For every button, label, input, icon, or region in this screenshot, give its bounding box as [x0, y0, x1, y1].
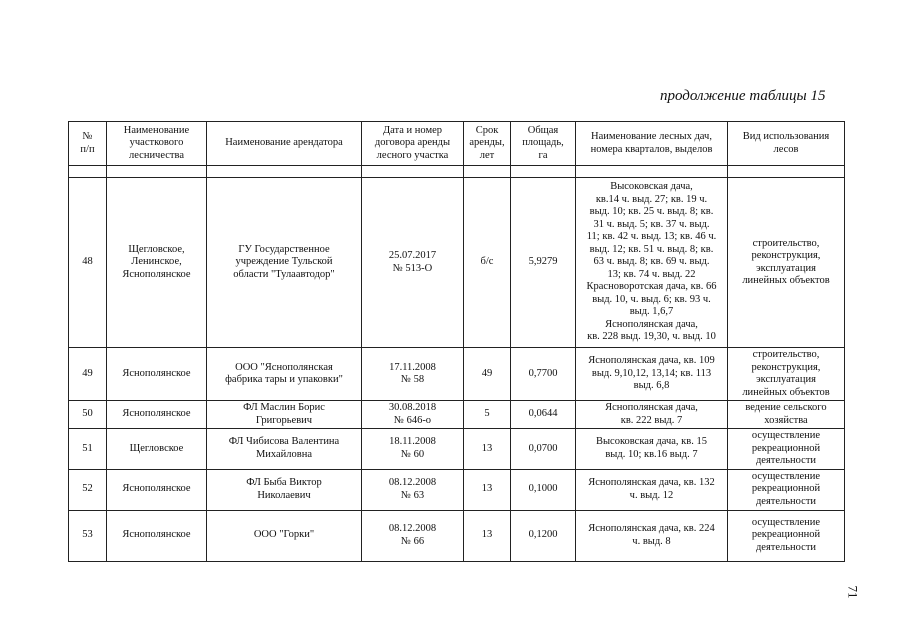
cell-num: 53 — [69, 510, 107, 561]
cell-contract: 08.12.2008 № 66 — [362, 510, 464, 561]
cell-area: 0,0700 — [511, 429, 576, 470]
cell-use: строительство, реконструкция, эксплуатация линейных объектов — [728, 178, 845, 348]
header-forestry: Наименование участкового лесничества — [107, 122, 207, 166]
cell-area: 0,1000 — [511, 469, 576, 510]
cell-term: б/с — [464, 178, 511, 348]
cell-plots: Яснополянская дача, кв. 132 ч. выд. 12 — [576, 469, 728, 510]
cell-num: 50 — [69, 401, 107, 429]
header-tenant: Наименование арендатора — [207, 122, 362, 166]
table-row — [69, 401, 845, 429]
cell-forestry: Щегловское — [107, 429, 207, 470]
header-area: Общая площадь, га — [511, 122, 576, 166]
page-number: 71 — [845, 585, 861, 599]
cell-use: осуществление рекреационной деятельности — [728, 429, 845, 470]
cell-area: 0,7700 — [511, 348, 576, 401]
cell-plots: Яснополянская дача, кв. 109 выд. 9,10,12, 13,14; кв. 113 выд. 6,8 — [576, 348, 728, 401]
cell-contract: 25.07.2017 № 513-О — [362, 178, 464, 348]
cell-num: 52 — [69, 469, 107, 510]
cell-area: 0,0644 — [511, 401, 576, 429]
cell-forestry: Щегловское, Ленинское, Яснополянское — [107, 178, 207, 348]
cell-plots: Яснополянская дача, кв. 224 ч. выд. 8 — [576, 510, 728, 561]
header-num: № п/п — [69, 122, 107, 166]
header-use: Вид использования лесов — [728, 122, 845, 166]
table-row — [69, 178, 845, 348]
table-row — [69, 429, 845, 470]
cell-term: 5 — [464, 401, 511, 429]
cell-contract: 08.12.2008 № 63 — [362, 469, 464, 510]
table-row — [69, 469, 845, 510]
cell-area: 0,1200 — [511, 510, 576, 561]
lease-table — [68, 121, 845, 562]
header-term: Срок аренды, лет — [464, 122, 511, 166]
cell-contract: 17.11.2008 № 58 — [362, 348, 464, 401]
header-plots: Наименование лесных дач, номера кварталов, выделов — [576, 122, 728, 166]
table-continuation-caption: продолжение таблицы 15 — [660, 88, 826, 104]
cell-area: 5,9279 — [511, 178, 576, 348]
table-row — [69, 510, 845, 561]
cell-forestry: Яснополянское — [107, 510, 207, 561]
cell-use: осуществление рекреационной деятельности — [728, 469, 845, 510]
table-spacer-row — [69, 166, 845, 178]
cell-contract: 30.08.2018 № 646-о — [362, 401, 464, 429]
cell-term: 13 — [464, 429, 511, 470]
cell-term: 13 — [464, 469, 511, 510]
cell-tenant: ФЛ Быба Виктор Николаевич — [207, 469, 362, 510]
table-header-row — [69, 122, 845, 166]
cell-num: 49 — [69, 348, 107, 401]
cell-num: 51 — [69, 429, 107, 470]
header-contract: Дата и номер договора аренды лесного участка — [362, 122, 464, 166]
cell-contract: 18.11.2008 № 60 — [362, 429, 464, 470]
cell-term: 49 — [464, 348, 511, 401]
cell-tenant: ООО "Яснополянская фабрика тары и упаковки" — [207, 348, 362, 401]
cell-num: 48 — [69, 178, 107, 348]
cell-tenant: ФЛ Чибисова Валентина Михайловна — [207, 429, 362, 470]
table-row — [69, 348, 845, 401]
cell-use: строительство, реконструкция, эксплуатация линейных объектов — [728, 348, 845, 401]
cell-term: 13 — [464, 510, 511, 561]
cell-tenant: ООО "Горки" — [207, 510, 362, 561]
cell-use: осуществление рекреационной деятельности — [728, 510, 845, 561]
cell-plots: Высоковская дача, кв.14 ч. выд. 27; кв. 19 ч. выд. 10; кв. 25 ч. выд. 8; кв. 31 ч. выд. 5; кв. 37 ч. выд. 11; кв. 42 ч. выд. 13; кв. 46 ч. выд. 12; кв. 51 ч. выд. 8; кв. 63 ч. выд. 8; кв. 69 ч. выд. 13; кв. 74 ч. выд. 22 Красноворотская дача, кв. 66 выд. 10, ч. выд. 6; кв. 93 ч. выд. 1,6,7 Яснополянская дача, кв. 228 выд. 19,30, ч. выд. 10 — [576, 178, 728, 348]
cell-plots: Яснополянская дача, кв. 222 выд. 7 — [576, 401, 728, 429]
cell-tenant: ФЛ Маслин Борис Григорьевич — [207, 401, 362, 429]
cell-forestry: Яснополянское — [107, 469, 207, 510]
cell-forestry: Яснополянское — [107, 401, 207, 429]
cell-forestry: Яснополянское — [107, 348, 207, 401]
cell-plots: Высоковская дача, кв. 15 выд. 10; кв.16 выд. 7 — [576, 429, 728, 470]
cell-use: ведение сельского хозяйства — [728, 401, 845, 429]
cell-tenant: ГУ Государственное учреждение Тульской области "Тулаавтодор" — [207, 178, 362, 348]
